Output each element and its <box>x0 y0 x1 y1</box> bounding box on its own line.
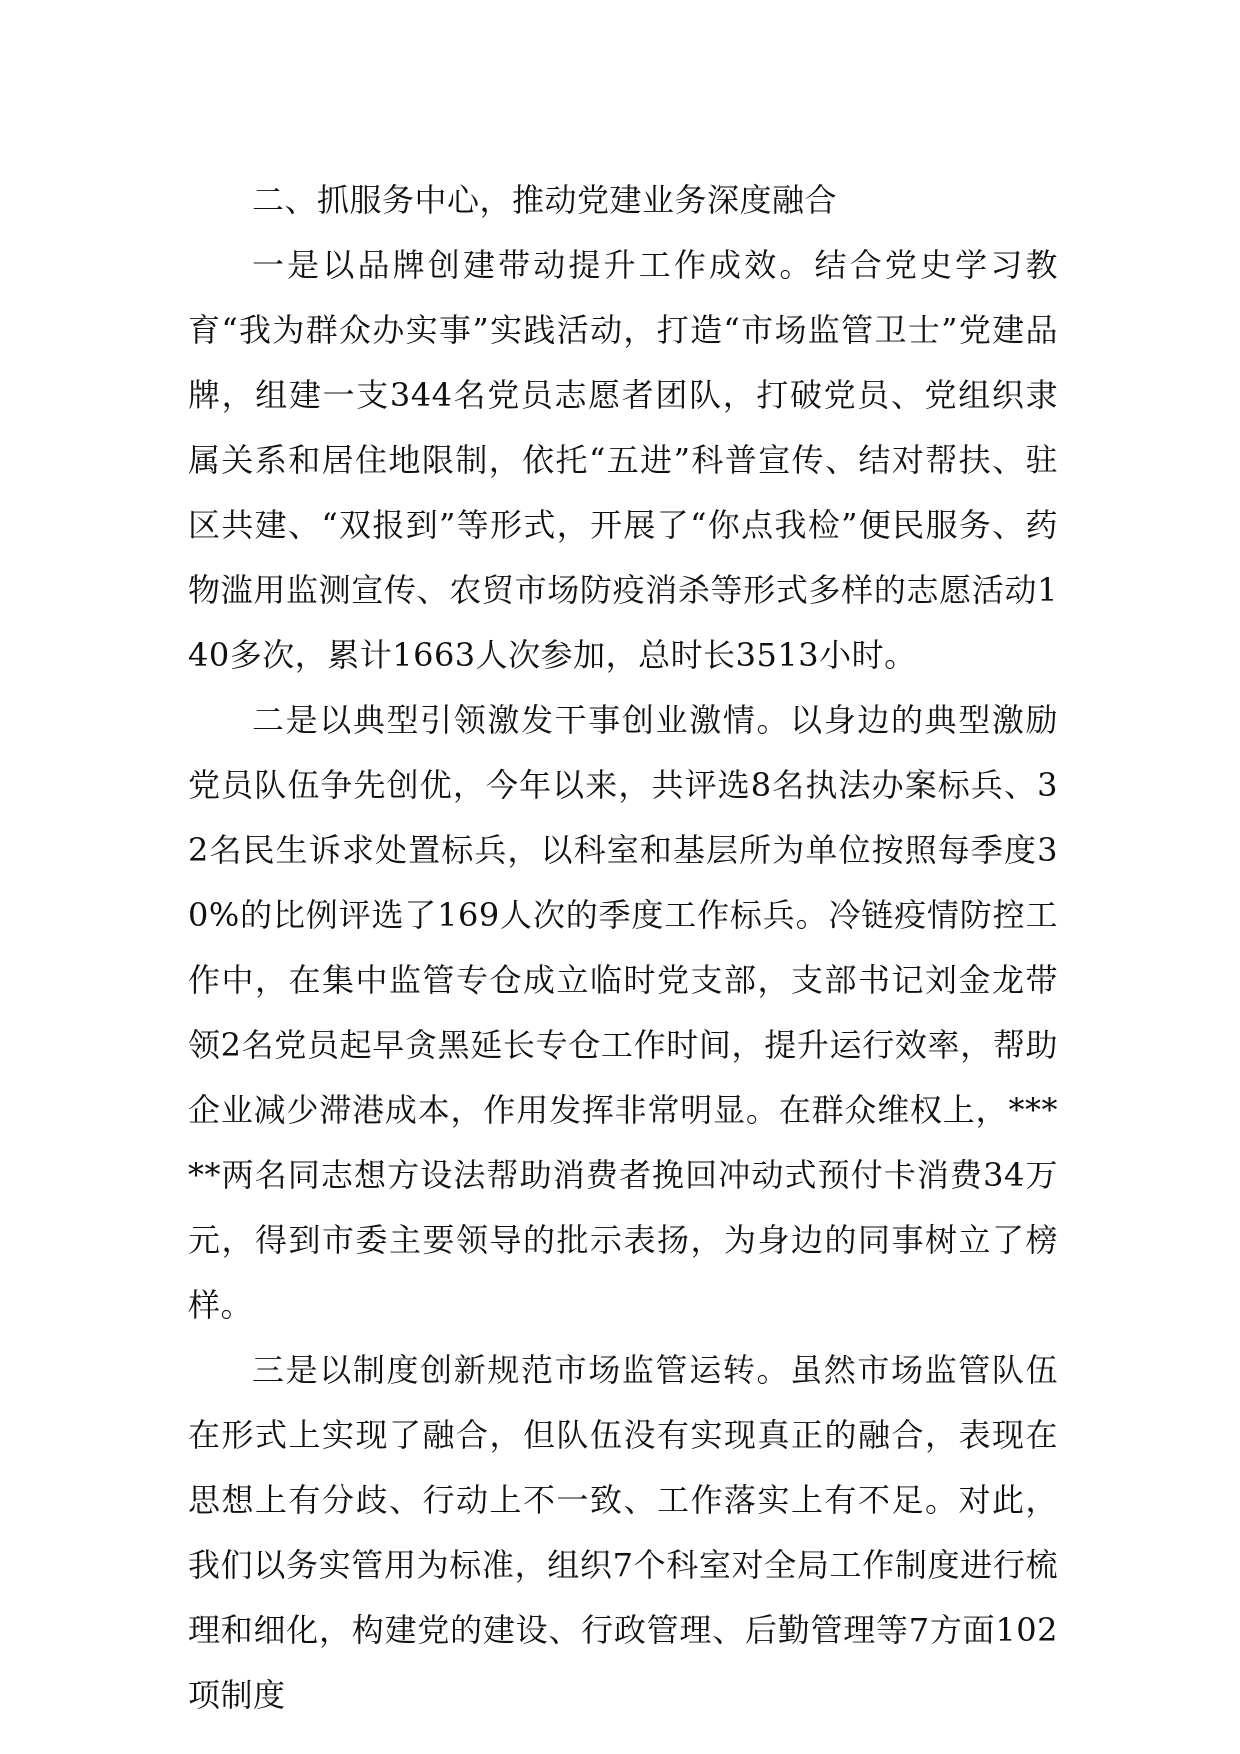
section-heading: 二、抓服务中心，推动党建业务深度融合 <box>252 181 838 219</box>
paragraph-role-models: 二是以典型引领激发干事创业激情。以身边的典型激励党员队伍争先创优，今年以来，共评选8名执法办案标兵、32名民生诉求处置标兵，以科室和基层所为单位按照每季度30%的比例评选了169人次的季度工作标兵。冷链疫情防控工作中，在集中监管专仓成立临时党支部，支部书记刘金龙带领2名党员起早贪黑延长专仓工作时间，提升运行效率，帮助企业减少滞港成本，作用发挥非常明显。在群众维权上，*****两名同志想方设法帮助消费者挽回冲动式预付卡消费34万元，得到市委主要领导的批示表扬，为身边的同事树立了榜样。 <box>188 701 1058 1324</box>
document-page <box>188 168 1058 1728</box>
paragraph-brand-building: 一是以品牌创建带动提升工作成效。结合党史学习教育“我为群众办实事”实践活动，打造“市场监管卫士”党建品牌，组建一支344名党员志愿者团队，打破党员、党组织隶属关系和居住地限制，依托“五进”科普宣传、结对帮扶、驻区共建、“双报到”等形式，开展了“你点我检”便民服务、药物滥用监测宣传、农贸市场防疫消杀等形式多样的志愿活动140多次，累计1663人次参加，总时长3513小时。 <box>188 246 1058 674</box>
paragraph-system-innovation: 三是以制度创新规范市场监管运转。虽然市场监管队伍在形式上实现了融合，但队伍没有实现真正的融合，表现在思想上有分歧、行动上不一致、工作落实上有不足。对此，我们以务实管用为标准，组织7个科室对全局工作制度进行梳理和细化，构建党的建设、行政管理、后勤管理等7方面102项制度 <box>188 1351 1058 1714</box>
